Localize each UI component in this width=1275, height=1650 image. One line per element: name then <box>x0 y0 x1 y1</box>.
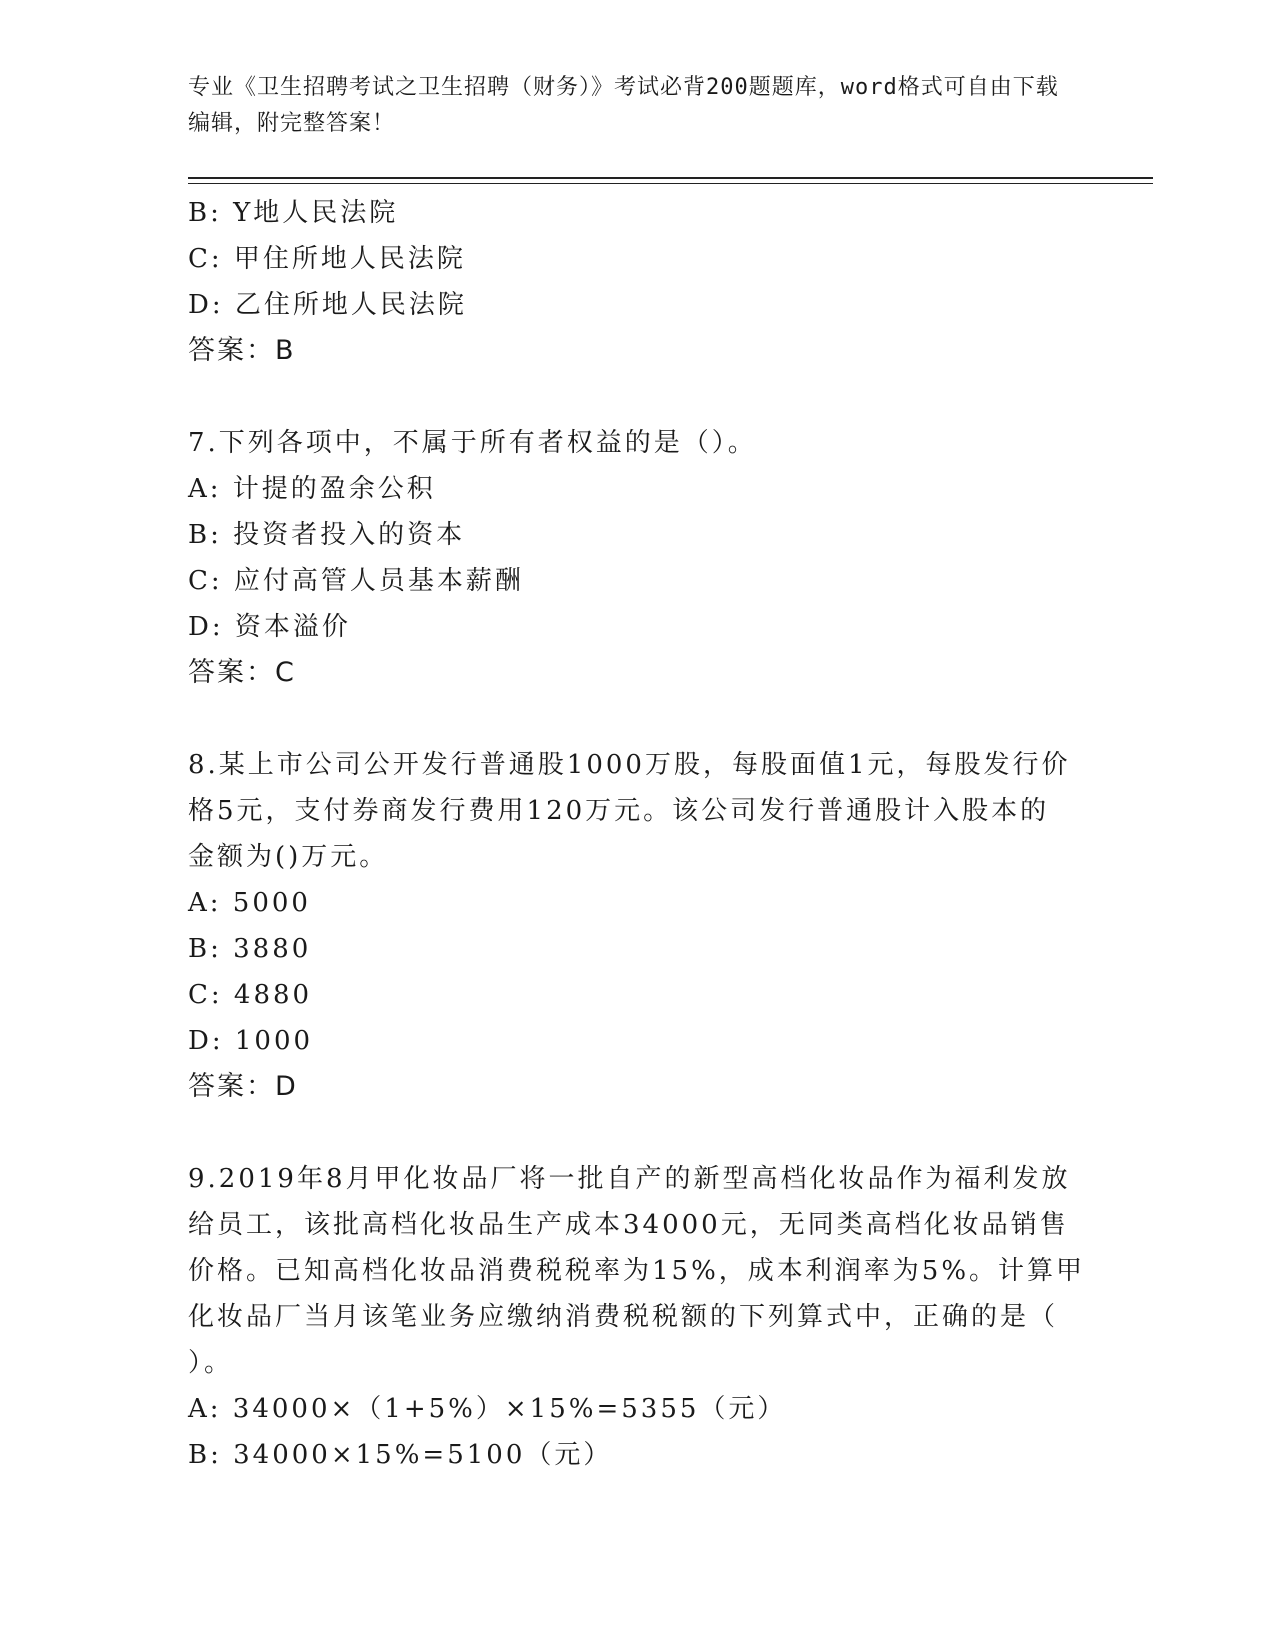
q9-stem-line-5: ）。 <box>188 1348 234 1378</box>
q9-stem-line-4: 化妆品厂当月该笔业务应缴纳消费税税额的下列算式中，正确的是（ <box>188 1302 1059 1332</box>
header-divider-thick <box>188 177 1153 179</box>
q7-option-a: A: 计提的盈余公积 <box>188 474 436 504</box>
q7-answer: 答案：C <box>188 657 296 688</box>
header-divider-thin <box>188 183 1153 184</box>
q9-stem-line-1: 9.2019年8月甲化妆品厂将一批自产的新型高档化妆品作为福利发放 <box>188 1164 1071 1194</box>
q6-option-d: D: 乙住所地人民法院 <box>188 290 467 320</box>
question-content <box>188 190 1088 1478</box>
q6-answer: 答案：B <box>188 335 296 366</box>
q9-stem-line-2: 给员工，该批高档化妆品生产成本34000元，无同类高档化妆品销售 <box>188 1210 1069 1240</box>
q6-option-c: C: 甲住所地人民法院 <box>188 244 466 274</box>
q9-option-b: B: 34000×15%=5100（元） <box>188 1440 613 1470</box>
q9-stem-line-3: 价格。已知高档化妆品消费税税率为15%，成本利润率为5%。计算甲 <box>188 1256 1086 1286</box>
q8-option-b: B: 3880 <box>188 934 312 964</box>
q7-option-b: B: 投资者投入的资本 <box>188 520 466 550</box>
q7-option-c: C: 应付高管人员基本薪酬 <box>188 566 524 596</box>
q8-stem-line-3: 金额为()万元。 <box>188 842 389 872</box>
q8-option-a: A: 5000 <box>188 888 311 918</box>
q9-option-a: A: 34000×（1+5%）×15%=5355（元） <box>188 1394 787 1424</box>
document-header: 专业《卫生招聘考试之卫生招聘（财务）》考试必背200题题库，word格式可自由下载编辑，附完整答案！ <box>188 75 1059 136</box>
q8-option-d: D: 1000 <box>188 1026 314 1056</box>
q8-stem-line-1: 8.某上市公司公开发行普通股1000万股，每股面值1元，每股发行价 <box>188 750 1071 780</box>
q6-option-b: B: Y地人民法院 <box>188 198 399 228</box>
q8-option-c: C: 4880 <box>188 980 313 1010</box>
q7-option-d: D: 资本溢价 <box>188 612 351 642</box>
q8-stem-line-2: 格5元，支付券商发行费用120万元。该公司发行普通股计入股本的 <box>188 796 1050 826</box>
q8-answer: 答案：D <box>188 1071 298 1102</box>
q7-stem: 7.下列各项中，不属于所有者权益的是（）。 <box>188 428 757 458</box>
